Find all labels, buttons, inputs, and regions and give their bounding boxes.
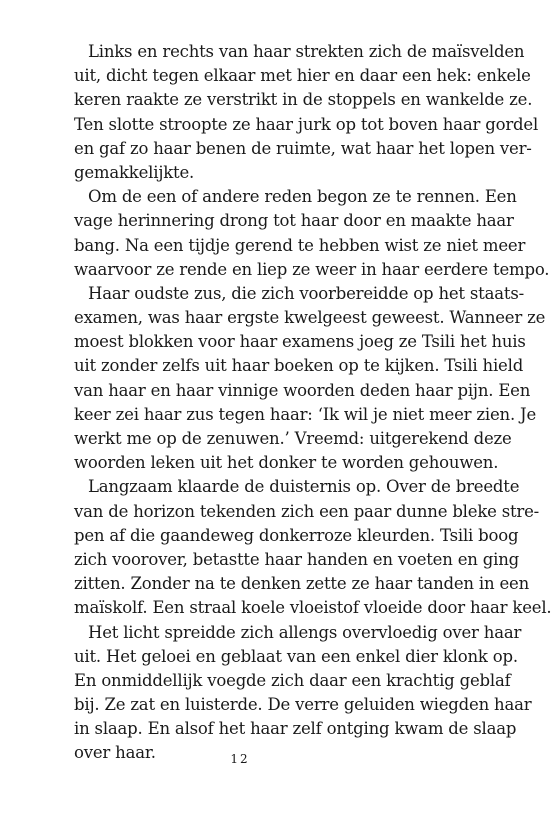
text-line: bang. Na een tijdje gerend te hebben wist ze niet meer xyxy=(74,235,526,255)
text-line: En onmiddellijk voegde zich daar een krachtig geblaf xyxy=(74,670,511,690)
text-line: Ten slotte stroopte ze haar jurk op tot boven haar gordel xyxy=(74,114,539,134)
text-line: uit, dicht tegen elkaar met hier en daar een hek: enkele xyxy=(74,66,531,86)
text-line: keren raakte ze verstrikt in de stoppels en wankelde ze. xyxy=(74,90,533,110)
text-line: over haar. xyxy=(74,743,156,763)
text-line: in slaap. En alsof het haar zelf ontging kwam de slaap xyxy=(74,719,517,739)
text-line: examen, was haar ergste kwelgeest geweest. Wanneer ze xyxy=(74,308,546,328)
text-line: maïskolf. Een straal koele vloeistof vloeide door haar keel. xyxy=(74,598,551,618)
paragraph xyxy=(74,621,532,766)
text-line: van haar en haar vinnige woorden deden haar pijn. Een xyxy=(74,380,531,400)
paragraph xyxy=(74,282,546,476)
text-line: gemakkelijkte. xyxy=(74,162,195,182)
text-line: uit. Het geloei en geblaat van een enkel dier klonk op. xyxy=(74,646,518,666)
text-line: bij. Ze zat en luisterde. De verre geluiden wiegden haar xyxy=(74,695,532,715)
text-line: Links en rechts van haar strekten zich de maïsvelden xyxy=(88,42,525,61)
text-line: Langzaam klaarde de duisternis op. Over de breedte xyxy=(88,477,520,497)
text-line: van de horizon tekenden zich een paar dunne bleke stre- xyxy=(74,501,540,521)
text-line: moest blokken voor haar examens joeg ze Tsili het huis xyxy=(74,332,526,352)
paragraph xyxy=(74,185,550,282)
text-line: waarvoor ze rende en liep ze weer in haar eerdere tempo. xyxy=(74,259,550,279)
paragraph xyxy=(74,40,539,185)
paragraph xyxy=(74,475,551,620)
text-line: Om de een of andere reden begon ze te rennen. Een xyxy=(88,187,517,207)
text-line: Het licht spreidde zich allengs overvloedig over haar xyxy=(88,622,522,642)
text-line: zitten. Zonder na te denken zette ze haar tanden in een xyxy=(74,574,529,594)
body-text xyxy=(74,40,551,766)
text-line: en gaf zo haar benen de ruimte, wat haar het lopen ver- xyxy=(74,138,532,158)
text-line: keer zei haar zus tegen haar: ‘Ik wil je niet meer zien. Je xyxy=(74,404,537,424)
text-line: uit zonder zelfs uit haar boeken op te kijken. Tsili hield xyxy=(74,356,524,376)
text-line: pen af die gaandeweg donkerroze kleurden. Tsili boog xyxy=(74,525,519,545)
text-line: vage herinnering drong tot haar door en maakte haar xyxy=(74,211,514,231)
text-line: Haar oudste zus, die zich voorbereidde op het staats- xyxy=(88,283,524,303)
text-line: woorden leken uit het donker te worden gehouwen. xyxy=(74,453,499,473)
page-number: 12 xyxy=(230,752,250,766)
text-line: zich voorover, betastte haar handen en voeten en ging xyxy=(74,549,519,569)
text-line: werkt me op de zenuwen.’ Vreemd: uitgerekend deze xyxy=(74,429,512,448)
